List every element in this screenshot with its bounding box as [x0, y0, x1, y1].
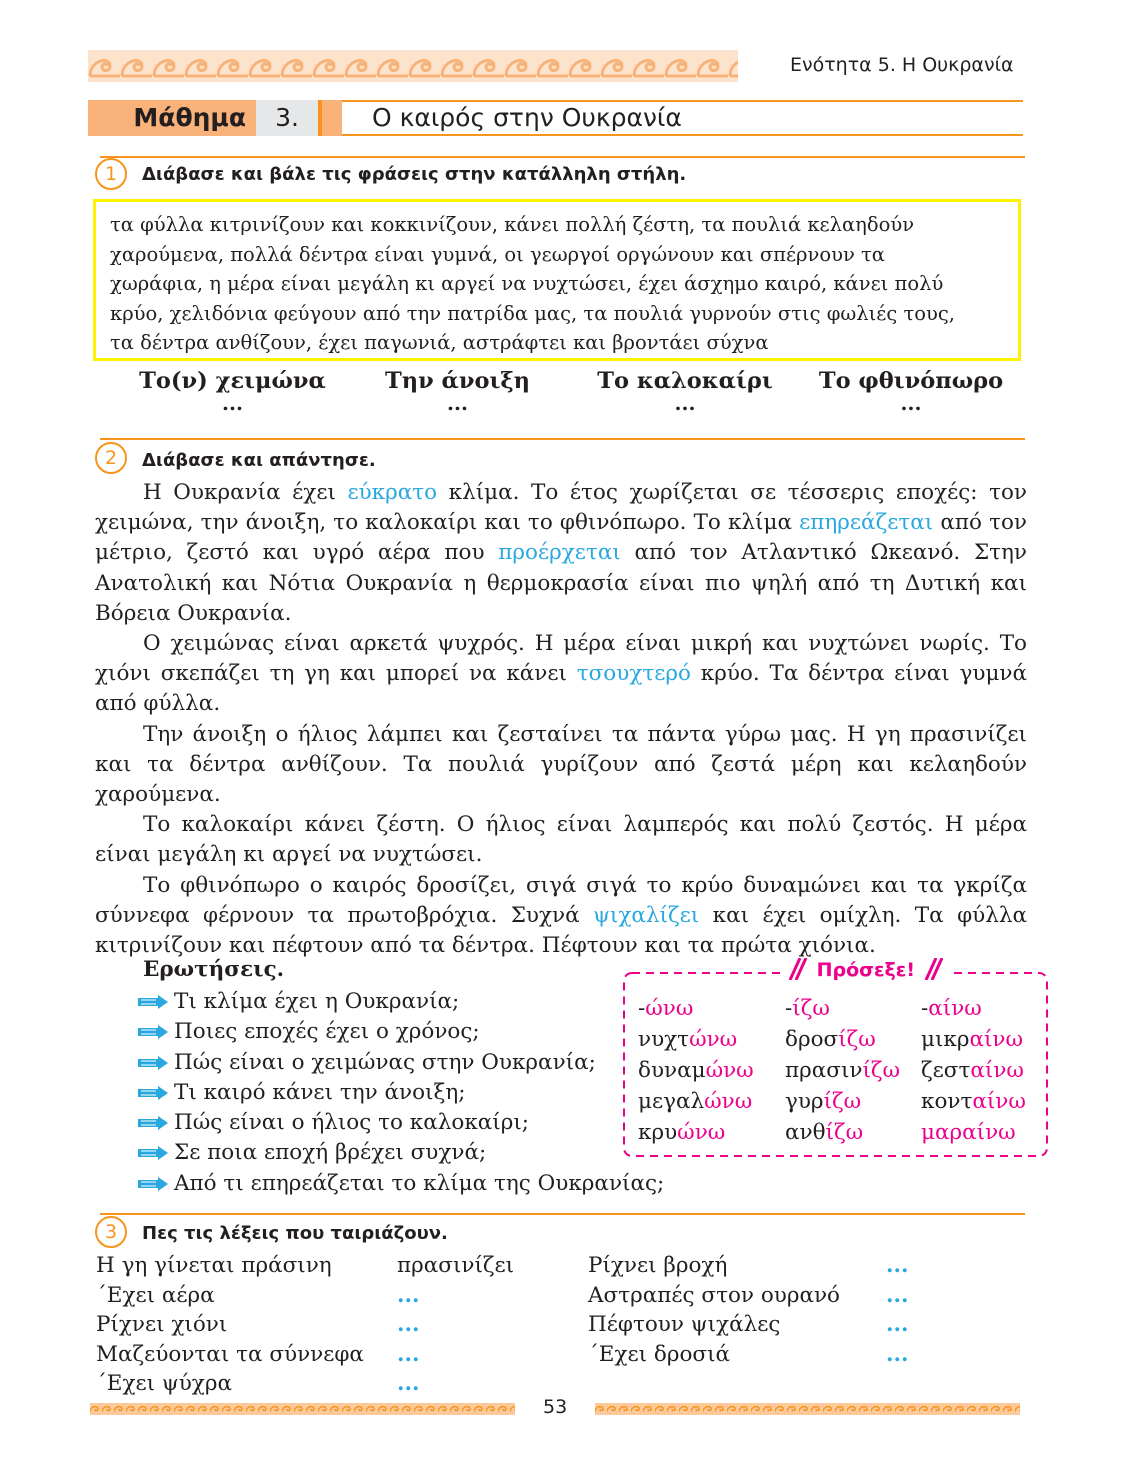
- verb-example: μεγαλώνω: [638, 1089, 753, 1114]
- phrase-line: χαρούμενα, πολλά δέντρα είναι γυμνά, οι γεωργοί οργώνουν και σπέρνουν τα: [110, 242, 885, 266]
- arrow-icon: [138, 1056, 168, 1070]
- keyword: τσουχτερό: [576, 661, 691, 687]
- task-1-instruction: Διάβασε και βάλε τις φράσεις στην κατάλληλη στήλη.: [142, 164, 687, 185]
- season-heading: Το(ν) χειμώνα: [139, 368, 326, 394]
- keyword: προέρχεται: [498, 540, 621, 566]
- attention-title-text: Πρόσεξε!: [816, 959, 916, 981]
- paragraph-climate: Η Ουκρανία έχει εύκρατο κλίμα. Το έτος χωρίζεται σε τέσσερις εποχές: τον χειμώνα, την άνοιξη, το καλοκαίρι και το φθινόπωρο. Το κλίμα επηρεάζεται από τον μέτριο, ζεστό και υγρό αέρα που προέρχεται από τον Ατλαντικό Ωκεανό. Στην Ανατολική και Νότια Ουκρανία η θερμοκρασία είναι πιο ψηλή από τη Δυτική και Βόρεια Ουκρανία.: [95, 480, 1027, 626]
- match-phrase: Πέφτουν ψιχάλες: [588, 1312, 781, 1337]
- lesson-label: Μάθημα: [88, 100, 256, 136]
- decorative-wave-band: [88, 50, 738, 82]
- phrase-line: τα φύλλα κιτρινίζουν και κοκκινίζουν, κάνει πολλή ζέστη, τα πουλιά κελαηδούν: [110, 213, 915, 236]
- season-heading: Την άνοιξη: [384, 368, 531, 394]
- lesson-header: [88, 100, 1023, 136]
- arrow-icon: [138, 1177, 168, 1191]
- match-phrase: Ρίχνει χιόνι: [96, 1312, 228, 1337]
- answer-placeholder: ...: [222, 391, 243, 415]
- match-phrase: Μαζεύονται τα σύννεφα: [96, 1342, 364, 1367]
- lesson-number: 3.: [256, 100, 322, 136]
- verb-example: κονταίνω: [921, 1089, 1026, 1114]
- answer-placeholder: ...: [674, 391, 696, 415]
- attention-title: [782, 958, 950, 981]
- question-text: Από τι επηρεάζεται το κλίμα της Ουκρανίας;: [174, 1171, 665, 1196]
- question-item: [138, 987, 459, 1017]
- paragraph-summer: Το καλοκαίρι κάνει ζέστη. Ο ήλιος είναι λαμπερός και πολύ ζεστός. Η μέρα είναι μεγάλη κι αργεί να νυχτώσει.: [95, 812, 1027, 868]
- match-phrase: Ρίχνει βροχή: [588, 1253, 728, 1278]
- suffix-heading: -αίνω: [921, 996, 982, 1021]
- question-text: Σε ποια εποχή βρέχει συχνά;: [174, 1140, 487, 1165]
- footer-wave-band: [595, 1403, 1020, 1415]
- reading-text: [95, 478, 1027, 961]
- match-answer: ...: [397, 1371, 420, 1396]
- task-number-1: 1: [95, 158, 127, 190]
- arrow-icon: [138, 1025, 168, 1039]
- match-answer: ...: [886, 1312, 909, 1337]
- verb-example: δυναμώνω: [638, 1058, 754, 1083]
- verb-example: μαραίνω: [921, 1120, 1016, 1145]
- verb-example: γυρίζω: [785, 1089, 862, 1114]
- verb-example: νυχτώνω: [638, 1027, 738, 1052]
- question-item: [138, 1108, 529, 1138]
- match-answer: ...: [397, 1283, 420, 1308]
- question-item: [138, 1078, 465, 1108]
- slash-mark-icon: [922, 958, 946, 980]
- match-answer: ...: [886, 1342, 909, 1367]
- season-column-spring: [370, 368, 545, 415]
- season-column-summer: [590, 368, 780, 415]
- question-item: [138, 1169, 664, 1199]
- question-text: Τι καιρό κάνει την άνοιξη;: [174, 1080, 466, 1105]
- phrase-line: χωράφια, η μέρα είναι μεγάλη κι αργεί να νυχτώσει, έχει άσχημο καιρό, κάνει πολύ: [110, 272, 944, 295]
- match-phrase: Αστραπές στον ουρανό: [588, 1283, 841, 1308]
- question-text: Ποιες εποχές έχει ο χρόνος;: [174, 1019, 480, 1044]
- divider: [100, 1213, 1025, 1215]
- keyword: εύκρατο: [347, 480, 438, 505]
- question-item: [138, 1048, 596, 1078]
- question-item: [138, 1017, 480, 1047]
- questions-title: Ερωτήσεις.: [143, 957, 285, 982]
- task-number-2: 2: [95, 442, 127, 474]
- suffix-heading: -ίζω: [785, 996, 830, 1021]
- match-answer: ...: [397, 1312, 420, 1337]
- unit-title: Ενότητα 5. Η Ουκρανία: [790, 54, 1014, 76]
- task-3-instruction: Πες τις λέξεις που ταιριάζουν.: [142, 1223, 448, 1244]
- slash-mark-icon: [786, 958, 810, 980]
- paragraph-autumn: Το φθινόπωρο ο καιρός δροσίζει, σιγά σιγά το κρύο δυναμώνει και τα γκρίζα σύννεφα φέρνουν τα πρωτοβρόχια. Συχνά ψιχαλίζει και έχει ομίχλη. Τα φύλλα κιτρινίζουν και πέφτουν από τα δέντρα. Πέφτουν και τα πρώτα χιόνια.: [95, 872, 1027, 959]
- question-text: Πώς είναι ο ήλιος το καλοκαίρι;: [174, 1110, 530, 1135]
- verb-example: κρυώνω: [638, 1120, 726, 1145]
- match-phrase: ΄Εχει δροσιά: [588, 1342, 731, 1367]
- verb-example: ανθίζω: [785, 1120, 864, 1145]
- season-heading: Το καλοκαίρι: [597, 368, 773, 394]
- keyword: ψιχαλίζει: [593, 902, 700, 928]
- footer-wave-band: [90, 1403, 515, 1415]
- arrow-icon: [138, 1116, 168, 1130]
- lesson-title: Ο καιρός στην Ουκρανία: [372, 103, 682, 132]
- divider: [100, 156, 1025, 158]
- task-number-3: 3: [95, 1216, 127, 1248]
- match-phrase: ΄Εχει αέρα: [96, 1283, 215, 1308]
- answer-placeholder: ...: [447, 391, 468, 415]
- verb-example: πρασινίζω: [785, 1058, 901, 1083]
- answer-placeholder: ...: [900, 391, 922, 415]
- question-text: Πώς είναι ο χειμώνας στην Ουκρανία;: [174, 1050, 596, 1075]
- season-column-autumn: [810, 368, 1012, 415]
- verb-example: ζεσταίνω: [921, 1058, 1024, 1083]
- match-answer: πρασινίζει: [397, 1253, 515, 1278]
- task-2-instruction: Διάβασε και απάντησε.: [142, 450, 376, 471]
- question-item: [138, 1138, 486, 1168]
- paragraph-spring: Την άνοιξη ο ήλιος λάμπει και ζεσταίνει τα πάντα γύρω μας. Η γη πρασινίζει και τα δέντρα ανθίζουν. Τα πουλιά γυρίζουν από ζεστά μέρη και κελαηδούν χαρούμενα.: [95, 721, 1027, 808]
- phrase-line: κρύο, χελιδόνια φεύγουν από την πατρίδα μας, τα πουλιά γυρνούν στις φωλιές τους,: [110, 301, 955, 325]
- match-answer: ...: [886, 1253, 909, 1278]
- match-phrase: Η γη γίνεται πράσινη: [96, 1253, 332, 1278]
- verb-example: μικραίνω: [921, 1027, 1024, 1052]
- arrow-icon: [138, 1146, 168, 1160]
- verb-example: δροσίζω: [785, 1027, 876, 1052]
- question-text: Τι κλίμα έχει η Ουκρανία;: [174, 989, 460, 1014]
- paragraph-winter: Ο χειμώνας είναι αρκετά ψυχρός. Η μέρα είναι μικρή και νυχτώνει νωρίς. Το χιόνι σκεπάζει τη γη και μπορεί να κάνει τσουχτερό κρύο. Τα δέντρα είναι γυμνά από φύλλα.: [95, 631, 1028, 717]
- phrase-box: [93, 199, 1021, 361]
- match-answer: ...: [397, 1342, 420, 1367]
- keyword: επηρεάζεται: [799, 510, 934, 536]
- arrow-icon: [138, 995, 168, 1009]
- arrow-icon: [138, 1086, 168, 1100]
- phrase-line: τα δέντρα ανθίζουν, έχει παγωνιά, αστράφτει και βροντάει σύχνα: [110, 331, 769, 354]
- match-phrase: ΄Εχει ψύχρα: [96, 1371, 232, 1396]
- lesson-accent: [322, 100, 342, 136]
- divider: [100, 438, 1025, 440]
- match-answer: ...: [886, 1283, 909, 1308]
- page-number: 53: [543, 1396, 568, 1418]
- season-column-winter: [135, 368, 330, 415]
- suffix-heading: -ώνω: [638, 996, 694, 1021]
- season-heading: Το φθινόπωρο: [818, 368, 1004, 394]
